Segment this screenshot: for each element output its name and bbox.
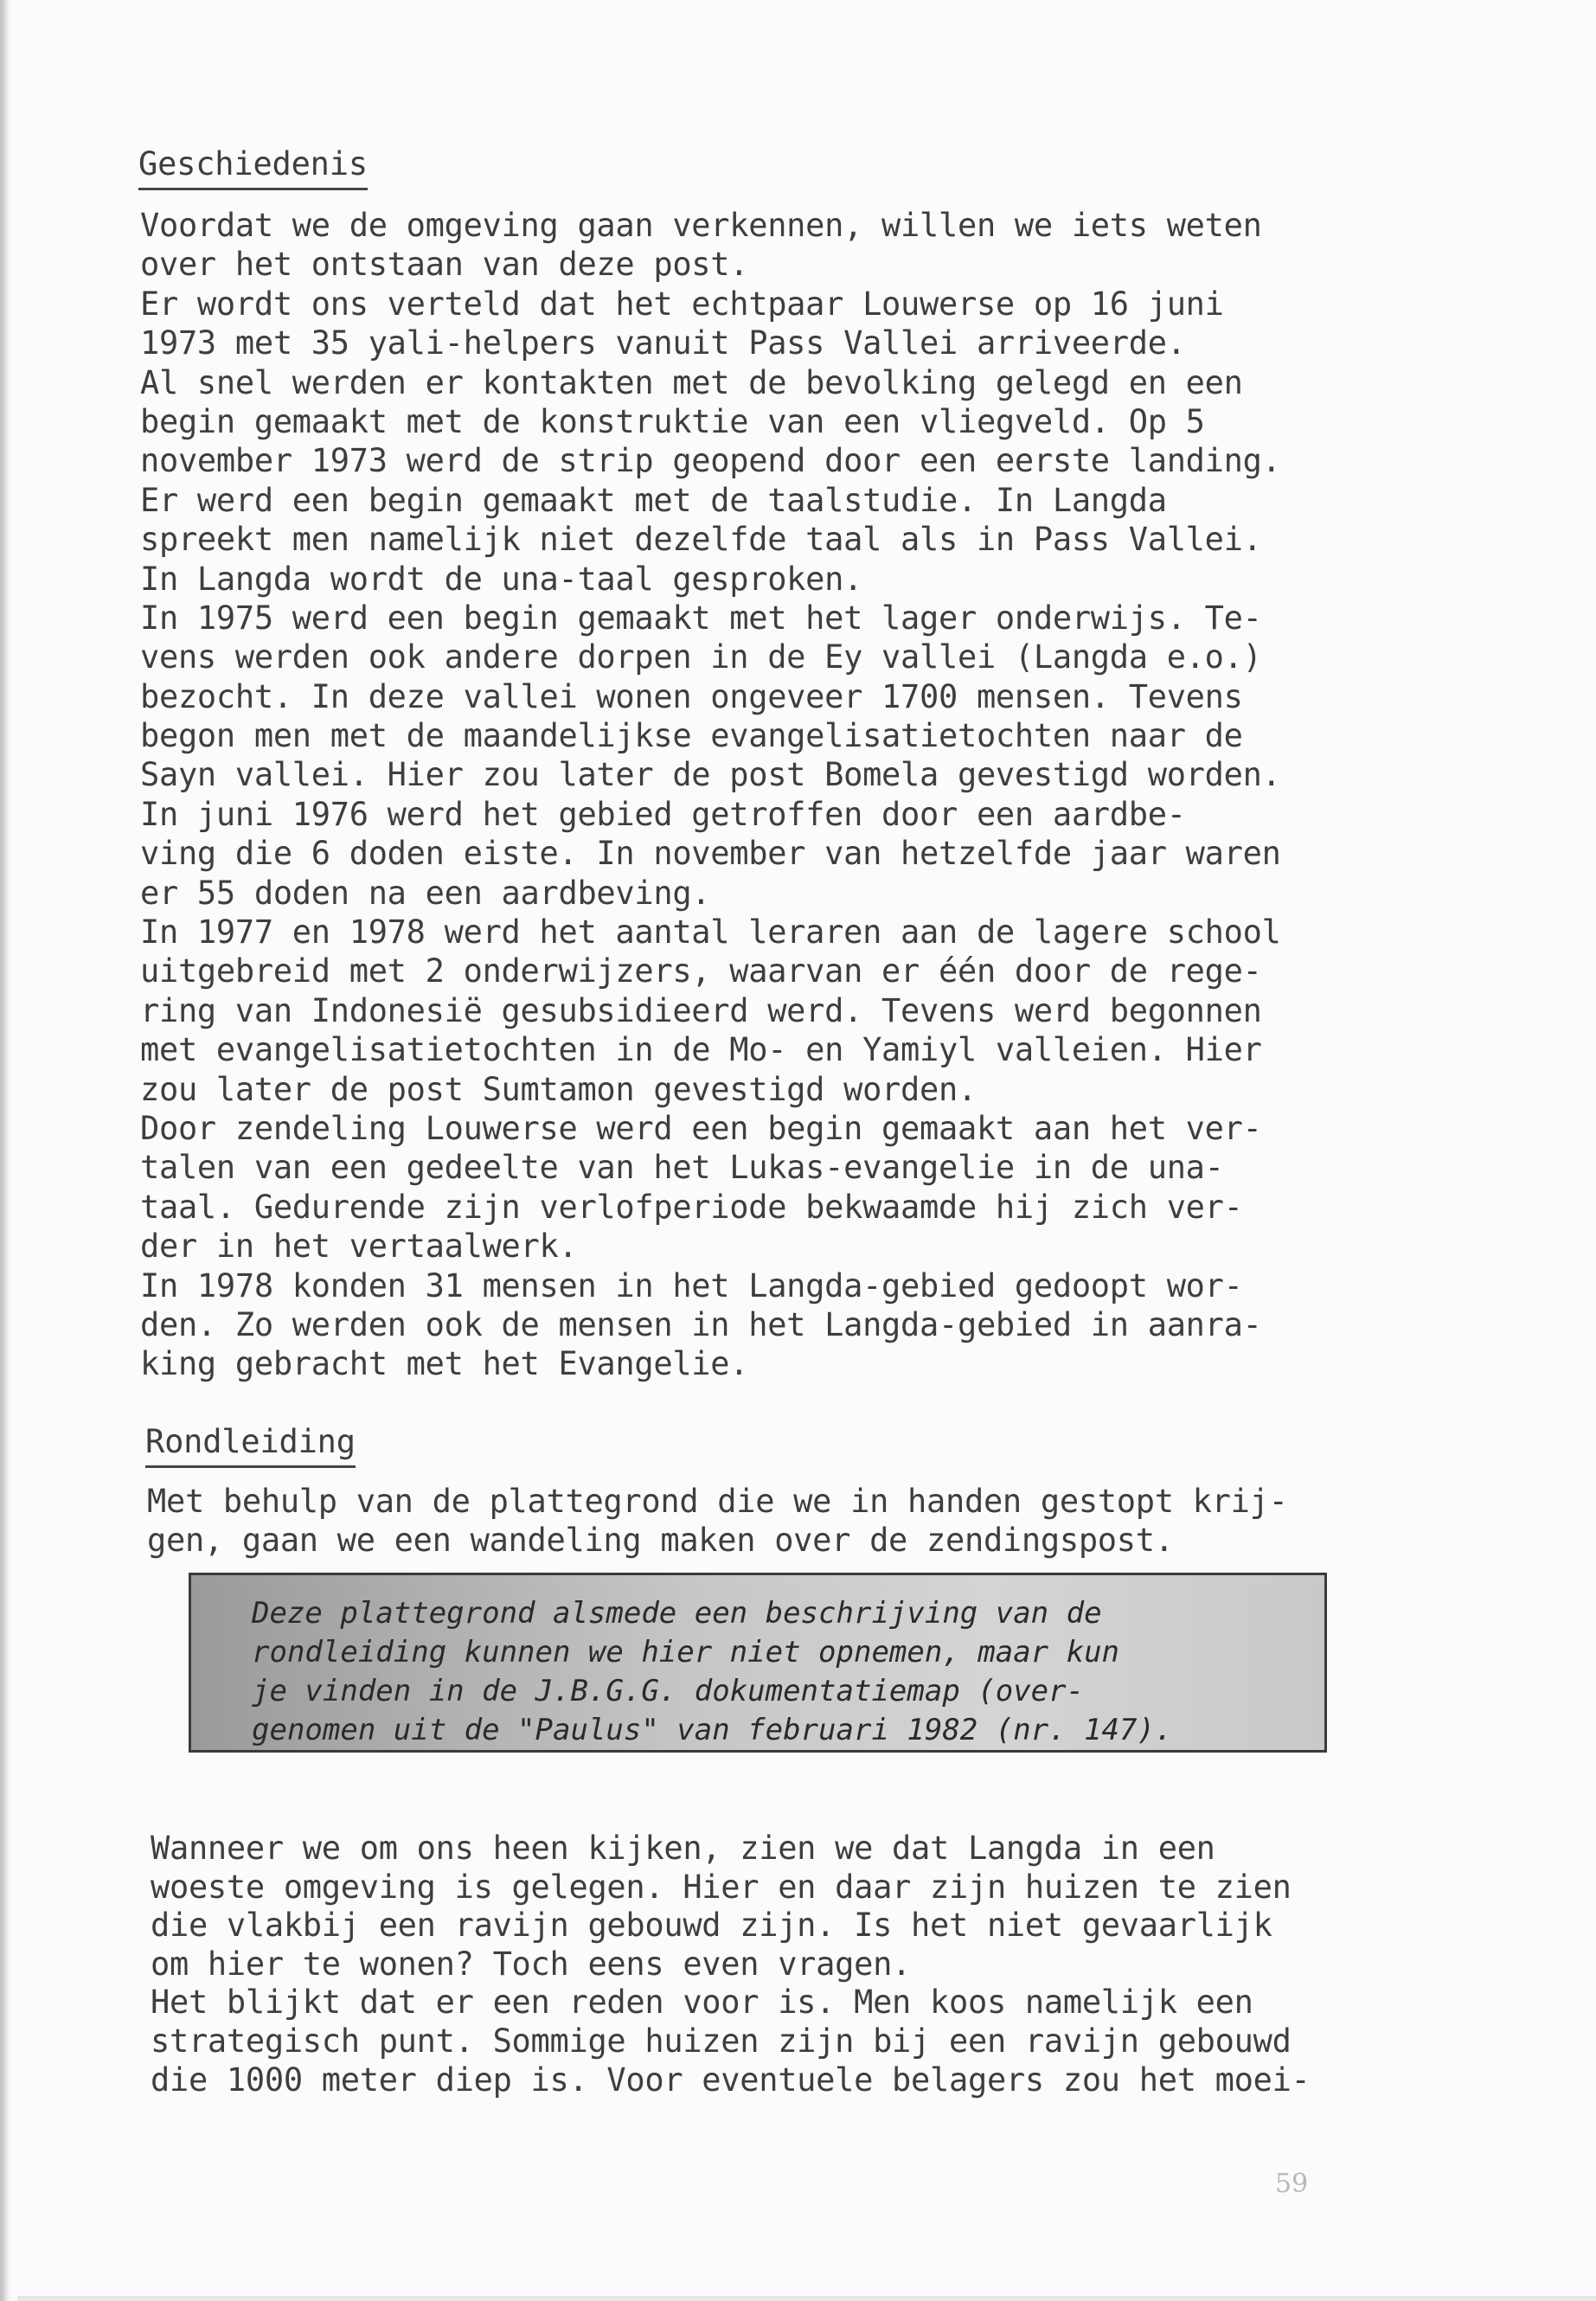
text-line: 1973 met 35 yali-helpers vanuit Pass Vallei arriveerde.	[140, 324, 1186, 362]
notice-line: genomen uit de "Paulus" van februari 1982 (nr. 147).	[252, 1713, 1173, 1747]
text-line: vens werden ook andere dorpen in de Ey vallei (Langda e.o.)	[140, 638, 1262, 676]
heading-rondleiding: Rondleiding	[145, 1423, 356, 1468]
text-line: over het ontstaan van deze post.	[140, 246, 749, 284]
text-line: woeste omgeving is gelegen. Hier en daar zijn huizen te zien	[151, 1868, 1292, 1906]
text-line: begon men met de maandelijkse evangelisatietochten naar de	[140, 717, 1243, 755]
page-number: 59	[1275, 2169, 1309, 2199]
text-line: begin gemaakt met de konstruktie van een vliegveld. Op 5	[140, 402, 1205, 440]
text-line: Wanneer we om ons heen kijken, zien we dat Langda in een	[151, 1830, 1215, 1867]
text-line: In Langda wordt de una-taal gesproken.	[140, 560, 863, 598]
text-line: der in het vertaalwerk.	[140, 1227, 578, 1266]
text-line: gen, gaan we een wandeling maken over de zendingspost.	[147, 1522, 1174, 1560]
page-edge	[17, 2296, 1596, 2301]
text-line: uitgebreid met 2 onderwijzers, waarvan er één door de rege-	[140, 952, 1262, 990]
text-line: er 55 doden na een aardbeving.	[140, 874, 711, 912]
text-line: king gebracht met het Evangelie.	[140, 1345, 749, 1383]
text-line: ring van Indonesië gesubsidieerd werd. Tevens werd begonnen	[140, 991, 1262, 1029]
text-line: die vlakbij een ravijn gebouwd zijn. Is het niet gevaarlijk	[151, 1907, 1272, 1945]
tour-text	[147, 1482, 1288, 1561]
text-line: talen van een gedeelte van het Lukas-evangelie in de una-	[140, 1149, 1224, 1187]
history-text	[140, 206, 1281, 1384]
notice-box	[189, 1573, 1327, 1753]
text-line: november 1973 werd de strip geopend door een eerste landing.	[140, 442, 1281, 480]
text-line: die 1000 meter diep is. Voor eventuele belagers zou het moei-	[151, 2061, 1311, 2099]
surroundings-text	[151, 1830, 1311, 2099]
text-line: strategisch punt. Sommige huizen zijn bij een ravijn gebouwd	[151, 2022, 1292, 2060]
text-line: Er wordt ons verteld dat het echtpaar Louwerse op 16 juni	[140, 285, 1224, 323]
notice-line: rondleiding kunnen we hier niet opnemen, maar kun	[252, 1635, 1120, 1670]
text-line: zou later de post Sumtamon gevestigd worden.	[140, 1070, 977, 1108]
text-line: Met behulp van de plattegrond die we in handen gestopt krij-	[147, 1483, 1288, 1520]
notice-line: je vinden in de J.B.G.G. dokumentatiemap (over-	[252, 1674, 1085, 1708]
text-line: In 1977 en 1978 werd het aantal leraren aan de lagere school	[140, 913, 1281, 952]
notice-line: Deze plattegrond alsmede een beschrijving van de	[252, 1596, 1102, 1631]
text-line: om hier te wonen? Toch eens even vragen.	[151, 1945, 912, 1983]
text-line: Voordat we de omgeving gaan verkennen, willen we iets weten	[140, 207, 1262, 244]
text-line: bezocht. In deze vallei wonen ongeveer 1700 mensen. Tevens	[140, 677, 1243, 715]
notice-text	[252, 1594, 1172, 1750]
text-line: Er werd een begin gemaakt met de taalstudie. In Langda	[140, 481, 1167, 519]
text-line: Sayn vallei. Hier zou later de post Bomela gevestigd worden.	[140, 756, 1281, 794]
text-line: Door zendeling Louwerse werd een begin gemaakt aan het ver-	[140, 1109, 1262, 1147]
text-line: In 1975 werd een begin gemaakt met het lager onderwijs. Te-	[140, 599, 1262, 637]
text-line: Al snel werden er kontakten met de bevolking gelegd en een	[140, 363, 1243, 401]
text-line: taal. Gedurende zijn verlofperiode bekwaamde hij zich ver-	[140, 1188, 1243, 1226]
text-line: In juni 1976 werd het gebied getroffen door een aardbe-	[140, 795, 1186, 833]
text-line: den. Zo werden ook de mensen in het Langda-gebied in aanra-	[140, 1305, 1262, 1343]
text-line: In 1978 konden 31 mensen in het Langda-gebied gedoopt wor-	[140, 1266, 1243, 1304]
text-line: met evangelisatietochten in de Mo- en Yamiyl valleien. Hier	[140, 1031, 1262, 1069]
text-line: ving die 6 doden eiste. In november van hetzelfde jaar waren	[140, 835, 1281, 873]
text-line: spreekt men namelijk niet dezelfde taal als in Pass Vallei.	[140, 521, 1262, 559]
text-line: Het blijkt dat er een reden voor is. Men koos namelijk een	[151, 1984, 1253, 2022]
heading-geschiedenis: Geschiedenis	[138, 145, 368, 190]
